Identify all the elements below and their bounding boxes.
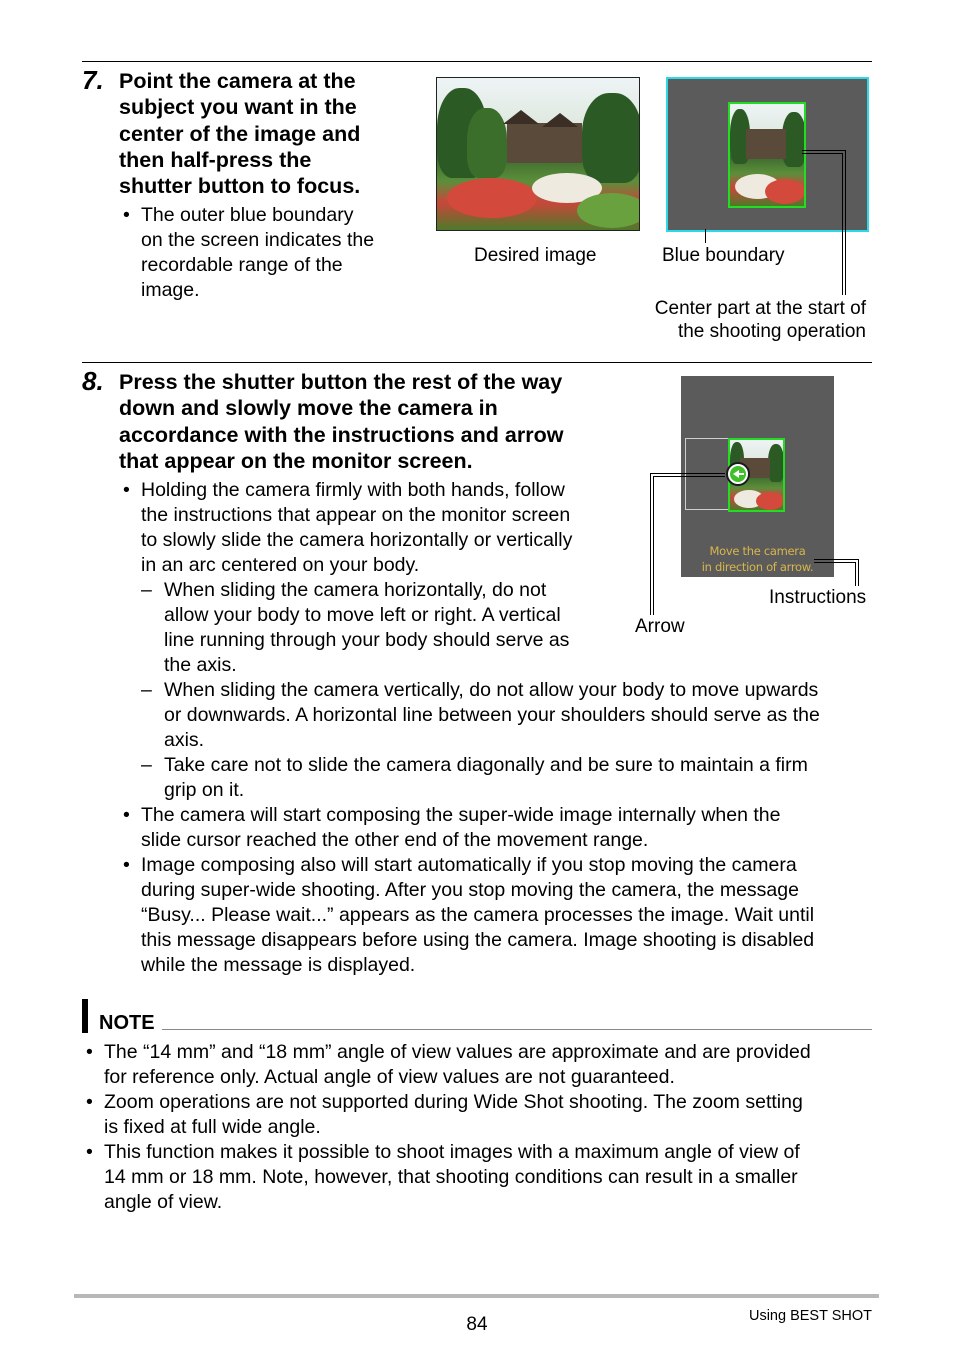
text-line: slide cursor reached the other end of the movement range. [141,829,649,851]
step-8-dash-2-marker: – [141,679,152,701]
text-line: or downwards. A horizontal line between your shoulders should serve as the [164,704,820,726]
screen-instructions [681,543,834,575]
step-8-dash-2-text [164,678,874,753]
text-line: the axis. [164,654,237,676]
step-8-bullet-3-text [141,853,876,978]
heading-line: that appear on the monitor screen. [119,448,473,473]
arrow-caption: Arrow [635,616,685,637]
text-line: Zoom operations are not supported during Wide Shot shooting. The zoom setting [104,1091,803,1113]
text-line: Holding the camera firmly with both hands, follow [141,479,565,501]
note-bullet-2-text [104,1090,879,1140]
text-line: angle of view. [104,1191,223,1213]
text-line: Center part at the start of [654,298,866,319]
step-8-dash-3-text [164,753,874,803]
desired-image-caption: Desired image [474,245,597,266]
text-line: recordable range of the [141,254,343,276]
text-line: on the screen indicates the [141,229,375,251]
text-line: is fixed at full wide angle. [104,1116,321,1138]
heading-line: shutter button to focus. [119,174,361,199]
step-7-heading [119,68,419,199]
text-line: to slowly slide the camera horizontally or vertically [141,529,573,551]
arrow-leader-v2 [653,476,654,615]
center-part-leader-v1 [845,150,846,295]
note-bar [82,999,88,1033]
top-rule [82,61,872,62]
arrow-leader-h2 [653,476,725,477]
text-line: The “14 mm” and “18 mm” angle of view values are approximate and are provided [104,1041,811,1063]
step-8-dash-1-marker: – [141,579,152,601]
text-line: in direction of arrow. [701,560,814,574]
blue-boundary-caption: Blue boundary [662,245,785,266]
heading-line: then half-press the [119,147,312,172]
instructions-leader-v2 [855,562,856,586]
note-rule [162,1029,872,1030]
blue-boundary-leader [705,229,706,243]
center-part-frame [728,102,806,208]
instructions-leader-h2 [814,562,856,563]
step-7-bullet-text [141,203,411,303]
note-bullet-1-marker: • [86,1041,93,1063]
note-bullet-1-text [104,1040,879,1090]
note-bullet-2-marker: • [86,1091,93,1113]
text-line: this message disappears before using the camera. Image shooting is disabled [141,929,815,951]
text-line: grip on it. [164,779,245,801]
center-part-caption [620,297,866,343]
text-line: Move the camera [709,544,806,558]
center-part-leader-h1 [802,150,846,151]
arrow-leader-h1 [650,473,725,474]
text-line: axis. [164,729,205,751]
text-line: Image composing also will start automatically if you stop moving the camera [141,854,797,876]
text-line: in an arc centered on your body. [141,554,420,576]
step-8-number: 8. [82,366,104,396]
heading-line: subject you want in the [119,95,357,120]
step-8-bullet-1-text [141,478,621,578]
instructions-leader-v1 [858,559,859,586]
blue-boundary-screen [666,77,869,232]
desired-image-photo [436,77,640,231]
center-part-leader-v2 [842,153,843,295]
step-8-dash-3-marker: – [141,754,152,776]
text-line: allow your body to move left or right. A vertical [164,604,561,626]
step-8-bullet-3-marker: • [123,854,130,876]
arrow-leader-v1 [650,473,651,615]
heading-line: Point the camera at the [119,69,356,93]
instructions-caption: Instructions [769,587,867,608]
text-line: for reference only. Actual angle of view values are not guaranteed. [104,1066,675,1088]
center-part-leader-h2 [802,153,843,154]
text-line: The camera will start composing the super-wide image internally when the [141,804,781,826]
text-line: When sliding the camera vertically, do not allow your body to move upwards [164,679,819,701]
text-line: 14 mm or 18 mm. Note, however, that shooting conditions can result in a smaller [104,1166,798,1188]
step-8-heading [119,369,619,474]
step-8-dash-1-text [164,578,614,678]
heading-line: accordance with the instructions and arrow [119,422,564,447]
note-title: NOTE [99,1012,155,1034]
text-line: The outer blue boundary [141,204,354,226]
left-arrow-icon [726,462,750,486]
footer-rule [74,1294,879,1298]
text-line: the instructions that appear on the monitor screen [141,504,571,526]
heading-line: center of the image and [119,121,361,146]
text-line: during super-wide shooting. After you stop moving the camera, the message [141,879,799,901]
text-line: “Busy... Please wait...” appears as the camera processes the image. Wait until [141,904,815,926]
footer-section-title: Using BEST SHOT [748,1308,872,1324]
step-8-rule [82,362,872,363]
text-line: Take care not to slide the camera diagonally and be sure to maintain a firm [164,754,808,776]
step-8-bullet-2-text [141,803,876,853]
page-number: 84 [466,1314,488,1335]
note-bullet-3-marker: • [86,1141,93,1163]
text-line: image. [141,279,200,301]
heading-line: down and slowly move the camera in [119,396,498,421]
step-8-bullet-1-marker: • [123,479,130,501]
note-bullet-3-text [104,1140,879,1215]
step-7-bullet-marker: • [123,204,130,226]
heading-line: Press the shutter button the rest of the way [119,370,563,394]
text-line: while the message is displayed. [141,954,416,976]
instructions-leader-h1 [814,559,859,560]
step-7-number: 7. [82,65,104,95]
step-8-bullet-2-marker: • [123,804,130,826]
text-line: the shooting operation [677,321,866,342]
text-line: line running through your body should serve as [164,629,570,651]
text-line: When sliding the camera horizontally, do not [164,579,547,601]
text-line: This function makes it possible to shoot images with a maximum angle of view of [104,1141,800,1163]
